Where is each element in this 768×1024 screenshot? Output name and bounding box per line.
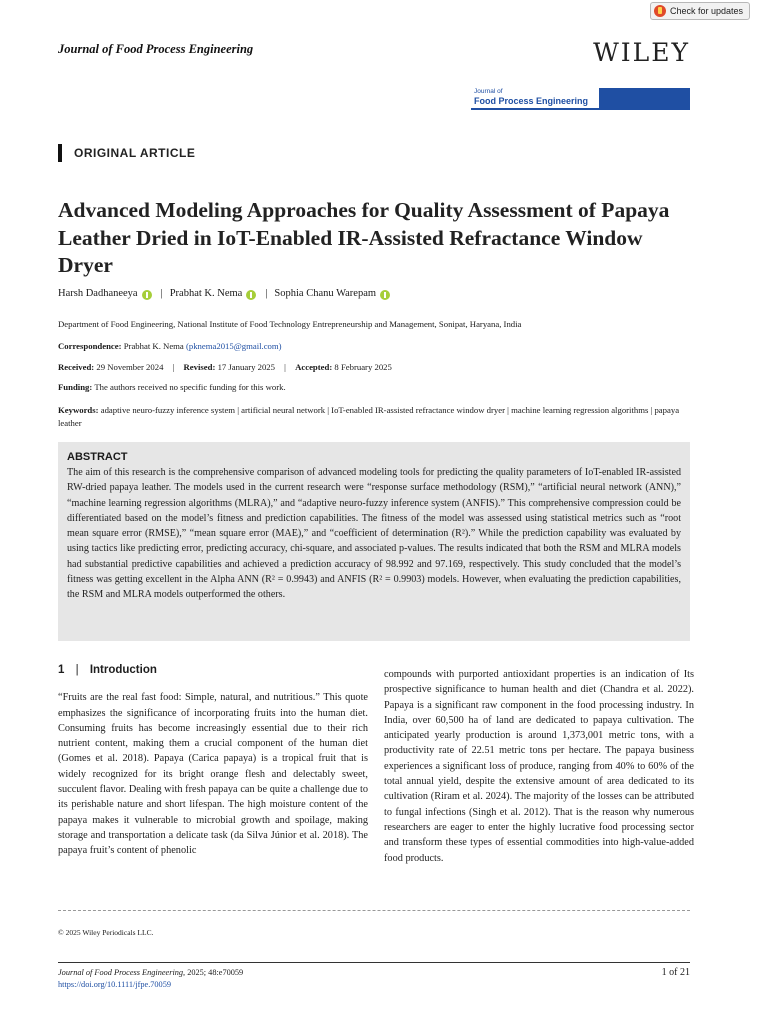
article-type-label: ORIGINAL ARTICLE <box>74 146 196 160</box>
intro-paragraph-left: “Fruits are the real fast food: Simple, natural, and nutritious.” This quote emphasizes the significance of incorporating fruits into the human diet. Consuming fruits has become increasingly essential due to their rich nutrient content, making them a crucial component of the human diet (Gomes et al. 2018). Papaya (Carica papaya) is a tropical fruit that is widely recognized for its bright orange flesh and delectably sweet, succulent flavor. Dealing with fresh papaya can be quite a challenge due to its perishable nature and short lifespan. The high moisture content of the papaya makes it vulnerable to microbial growth and spoilage, making storage and transportation a delicate task (da Silva Júnior et al. 2018). The papaya fruit’s content of phenolic <box>58 692 368 857</box>
footer-volume: 2025; 48:e70059 <box>185 968 244 977</box>
revised-label: Revised: <box>183 362 216 372</box>
funding-text: The authors received no specific funding for this work. <box>94 382 286 392</box>
check-for-updates-label: Check for updates <box>669 6 743 16</box>
orcid-icon[interactable] <box>246 290 256 300</box>
footnote-divider <box>58 910 690 911</box>
revised-date: 17 January 2025 <box>217 362 275 372</box>
body-column-right <box>384 667 694 866</box>
keywords-text: adaptive neuro-fuzzy inference system | artificial neural network | IoT-enabled IR-assisted refractance window dryer | machine learning regression algorithms | papaya leather <box>58 405 680 428</box>
accepted-date: 8 February 2025 <box>334 362 392 372</box>
orcid-icon[interactable] <box>142 290 152 300</box>
author-name[interactable]: Prabhat K. Nema <box>169 288 243 299</box>
publisher-logo: WILEY <box>593 38 690 67</box>
section-number: 1 <box>58 664 65 676</box>
section-separator: | <box>75 664 79 676</box>
journal-badge-bar <box>599 88 690 110</box>
copyright-notice: © 2025 Wiley Periodicals LLC. <box>58 928 154 937</box>
abstract-heading: ABSTRACT <box>67 451 128 463</box>
footer-journal: Journal of Food Process Engineering, <box>58 968 186 977</box>
author-name[interactable]: Harsh Dadhaneeya <box>58 288 138 299</box>
section-heading-introduction <box>58 663 368 678</box>
journal-badge-title: Food Process Engineering <box>474 96 589 106</box>
footer-rule <box>58 962 690 963</box>
orcid-icon[interactable] <box>380 290 390 300</box>
affiliation: Department of Food Engineering, National Institute of Food Technology Entrepreneurship and Management, Sonipat, Haryana, India <box>58 319 522 329</box>
article-type <box>58 144 195 162</box>
abstract-box <box>58 442 690 641</box>
abstract-text: The aim of this research is the comprehensive comparison of advanced modeling tools for predicting the quality parameters of IoT-enabled IR-assisted RW-dried papaya leather. The models used in the current research were “response surface methodology (RSM),” “artificial neural network (ANN),” “machine learning regression algorithms (MLRA),” and “adaptive neuro-fuzzy inference system (ANFIS).” This comprehensive compression could be differentiated based on the model’s fitness and prediction capabilities. The fitness of the model was assessed using statistical metrics such as “root mean square error (RMSE),” “mean square error (MAE),” and “coefficient of determination (R²).” While the prediction capability was evaluated by using tactics like predicting error, predicting accuracy, chi-square, and associated p-values. The results indicated that both the RSM and MLRA models had substantial predictive capabilities and achieved a prediction accuracy of 98.992 and 97.169, respectively. This study concluded that the model’s fitness was getting excellent in the Alpha ANN (R² = 0.9943) and ANFIS (R² = 0.9903) models. However, when evaluating the prediction capabilities, the RSM and MLRA models outperformed the others. <box>67 467 681 601</box>
author-separator: | <box>265 288 268 299</box>
section-title: Introduction <box>89 664 157 676</box>
correspondence-email-link[interactable]: (pknema2015@gmail.com) <box>185 341 282 351</box>
doi-link[interactable]: https://doi.org/10.1111/jfpe.70059 <box>58 980 172 989</box>
funding-label: Funding: <box>58 382 93 392</box>
body-column-left <box>58 663 368 859</box>
keywords-label: Keywords: <box>58 405 99 415</box>
page-number: 1 of 21 <box>661 967 690 978</box>
accepted-label: Accepted: <box>295 362 333 372</box>
journal-badge <box>471 88 690 110</box>
author-separator: | <box>160 288 163 299</box>
keywords <box>58 404 698 430</box>
received-date: 29 November 2024 <box>96 362 164 372</box>
author-name[interactable]: Sophia Chanu Warepam <box>274 288 377 299</box>
intro-paragraph-right: compounds with purported antioxidant properties is an indication of Its prospective significance to human health and diet (Chandra et al. 2022). Papaya is a significant raw component in the food processing industry. In India, over 60,500 ha of land are dedicated to papaya cultivation. The anticipated yearly production is around 1,373,001 metric tons, with a productivity rate of 22.51 metric tons per hectare. The papaya business experiences a significant loss of produce, ranging from 40% to 60% of the total annual yield, despite the extensive amount of area dedicated to its cultivation (Riram et al. 2024). The majority of the losses can be attributed to fungal infections (Singh et al. 2012). That is the reason why numerous researchers are eager to enter the highly lucrative food processing sector and transform these types of essential commodities into high-value-added food products. <box>384 669 694 864</box>
article-dates: Received: 29 November 2024 | Revised: 17 January 2025 | Accepted: 8 February 2025 <box>58 362 392 372</box>
correspondence <box>58 341 282 351</box>
check-for-updates-button[interactable] <box>650 2 750 20</box>
correspondence-label: Correspondence: <box>58 341 122 351</box>
footer-citation <box>58 968 243 977</box>
received-label: Received: <box>58 362 95 372</box>
correspondence-name: Prabhat K. Nema <box>123 341 184 351</box>
article-title: Advanced Modeling Approaches for Quality Assessment of Papaya Leather Dried in IoT-Enabled IR-Assisted Refractance Window Dryer <box>58 198 670 277</box>
running-journal-title: Journal of Food Process Engineering <box>58 42 254 56</box>
author-list <box>58 288 392 299</box>
journal-badge-small: Journal of <box>474 88 503 95</box>
funding <box>58 382 286 392</box>
crossmark-icon <box>654 5 666 17</box>
article-type-bar <box>58 144 62 162</box>
